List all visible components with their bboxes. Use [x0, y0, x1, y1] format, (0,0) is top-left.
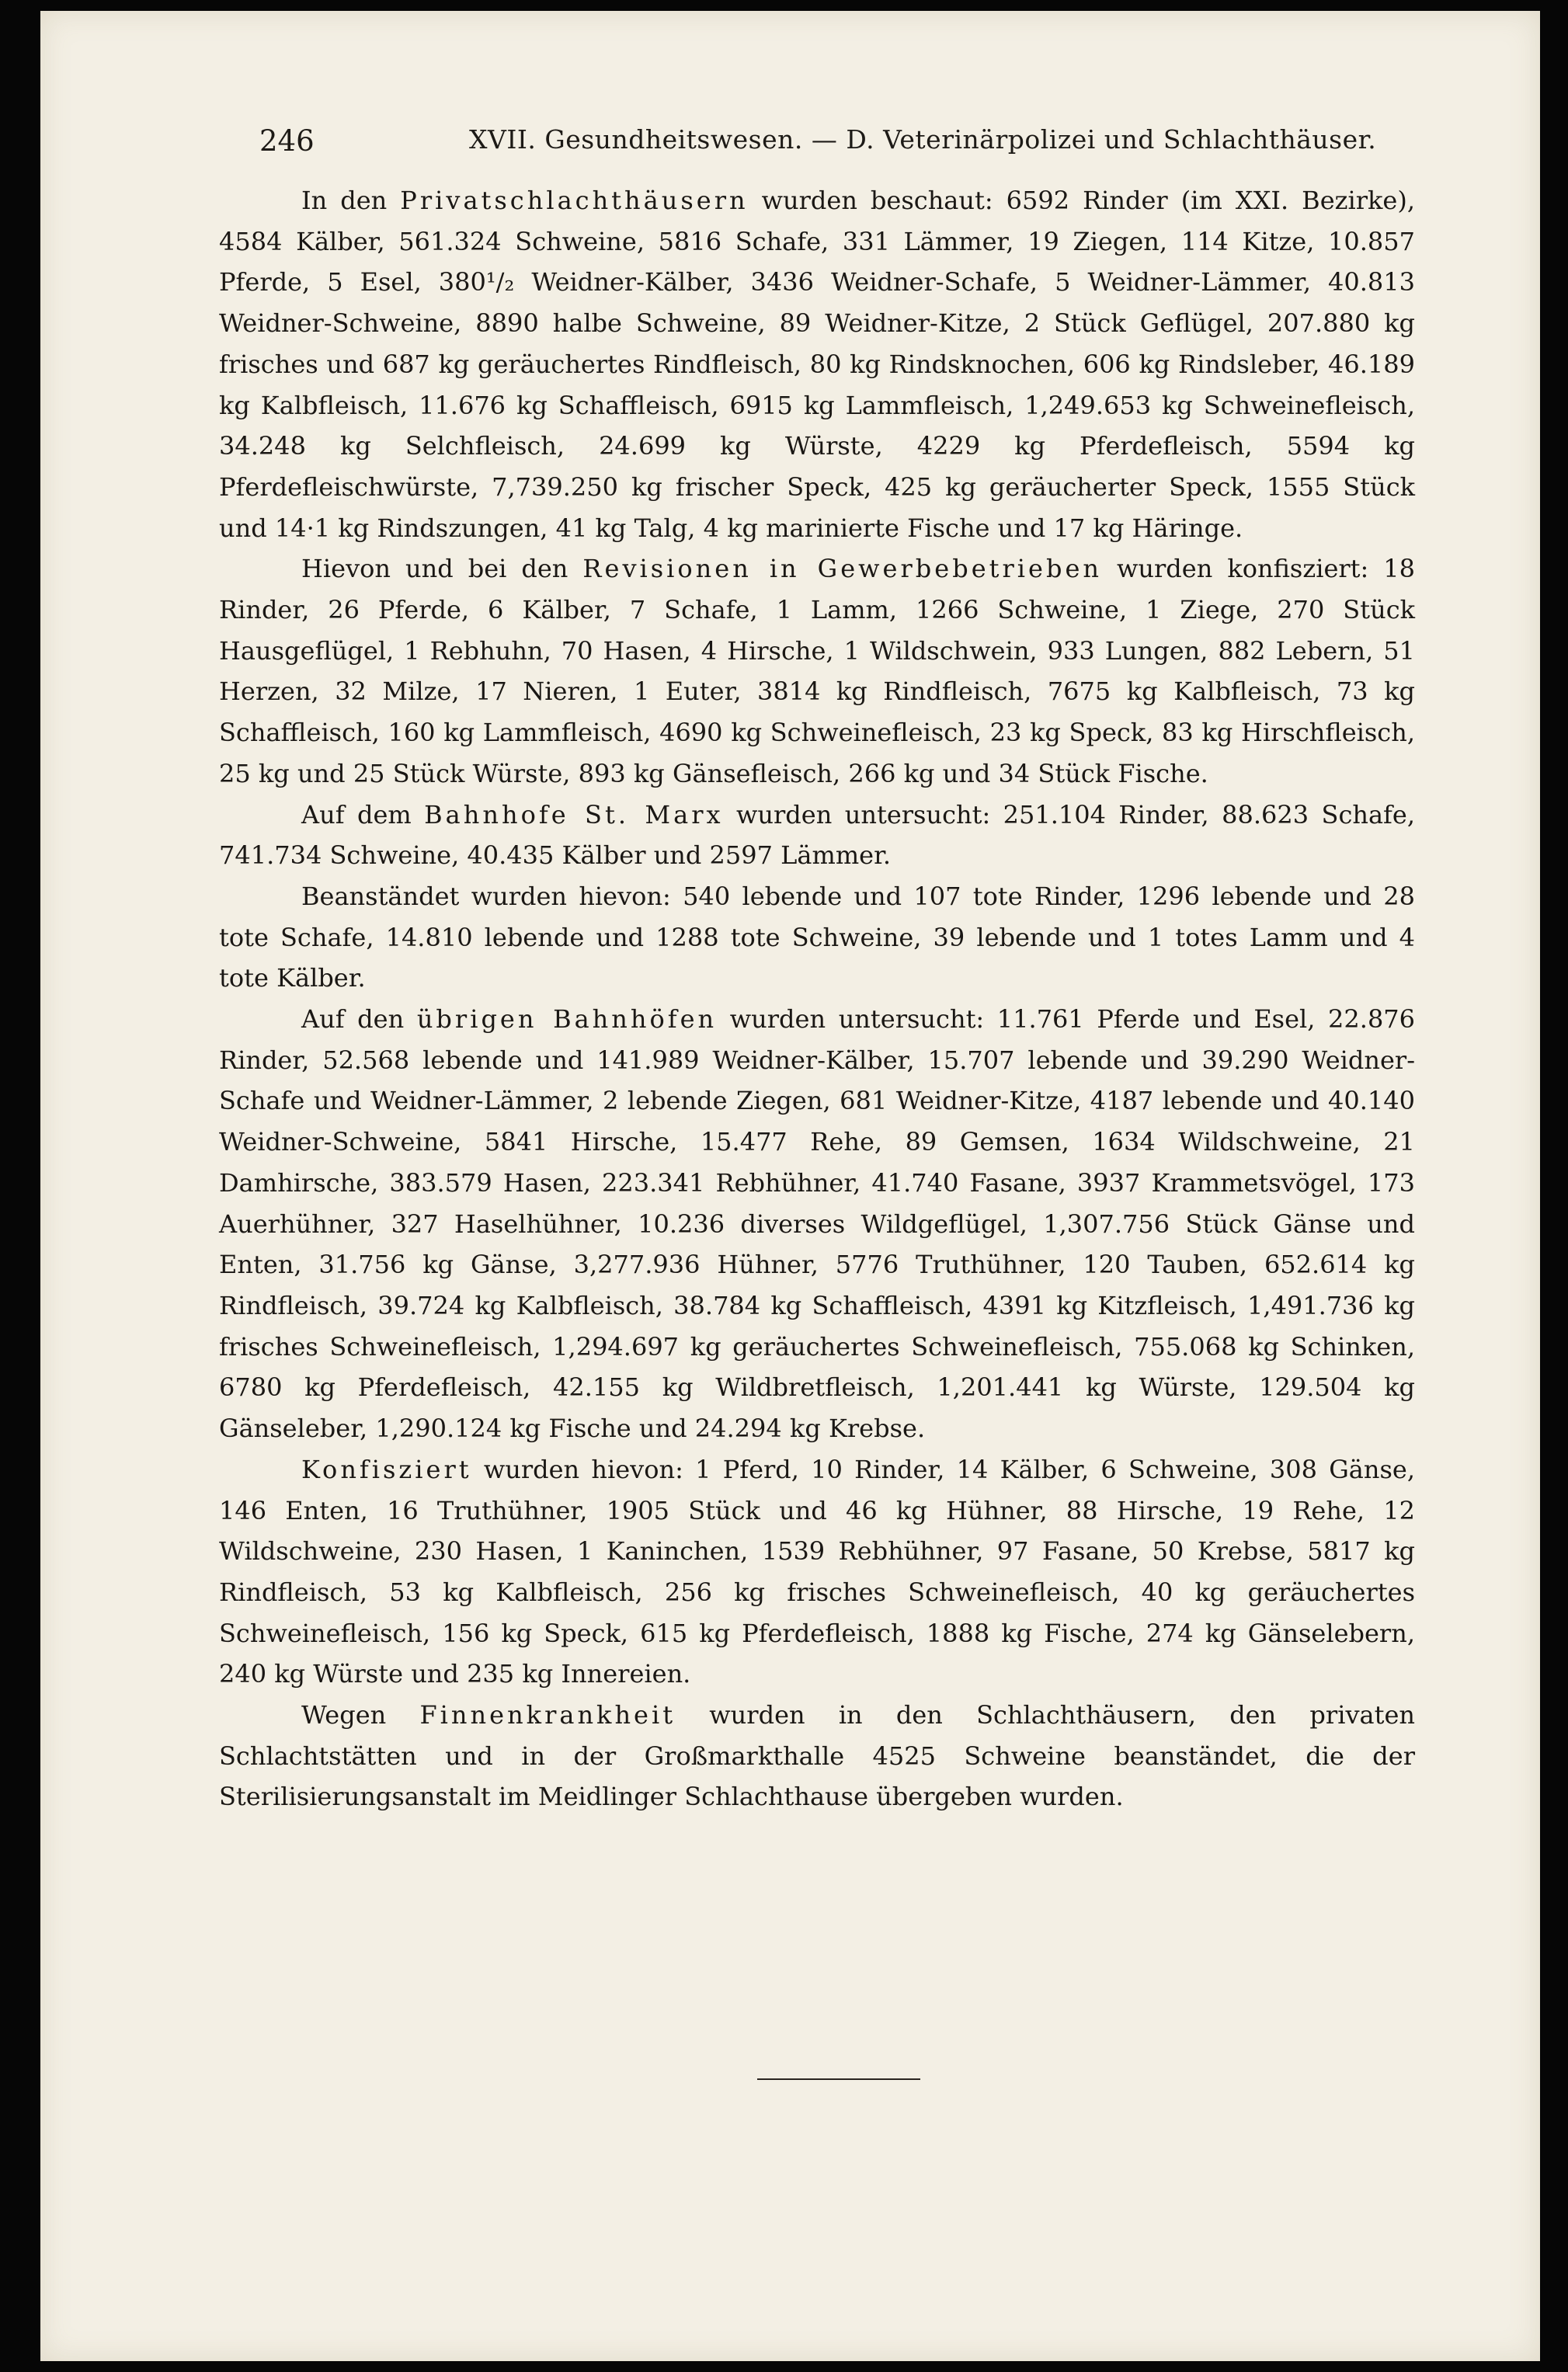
- paragraph-text: wurden untersucht: 11.761 Pferde und Esel, 22.876 Rinder, 52.568 lebende und 141.989 Weidner-Kälber, 15.707 lebende und 39.290 Weidner-Schafe und Weidner-Lämmer, 2 lebende Ziegen, 681 Weidner-Kitze, 4187 lebende und 40.140 Weidner-Schweine, 5841 Hirsche, 15.477 Rehe, 89 Gemsen, 1634 Wildschweine, 21 Damhirsche, 383.579 Hasen, 223.341 Rebhühner, 41.740 Fasane, 3937 Krammetsvögel, 173 Auerhühner, 327 Haselhühner, 10.236 diverses Wildgeflügel, 1,307.756 Stück Gänse und Enten, 31.756 kg Gänse, 3,277.936 Hühner, 5776 Truthühner, 120 Tauben, 652.614 kg Rindfleisch, 39.724 kg Kalbfleisch, 38.784 kg Schaffleisch, 4391 kg Kitzfleisch, 1,491.736 kg frisches Schweinefleisch, 1,294.697 kg geräuchertes Schweinefleisch, 755.068 kg Schinken, 6780 kg Pferdefleisch, 42.155 kg Wildbretfleisch, 1,201.441 kg Würste, 129.504 kg Gänseleber, 1,290.124 kg Fische und 24.294 kg Krebse.: [219, 1004, 1416, 1444]
- paragraph-text: wurden konfisziert: 18 Rinder, 26 Pferde, 6 Kälber, 7 Schafe, 1 Lamm, 1266 Schweine, 1 Ziege, 270 Stück Hausgeflügel, 1 Rebhuhn, 70 Hasen, 4 Hirsche, 1 Wildschwein, 933 Lungen, 882 Lebern, 51 Herzen, 32 Milze, 17 Nieren, 1 Euter, 3814 kg Rindfleisch, 7675 kg Kalbfleisch, 73 kg Schaffleisch, 160 kg Lammfleisch, 4690 kg Schweinefleisch, 23 kg Speck, 83 kg Hirschfleisch, 25 kg und 25 Stück Würste, 893 kg Gänsefleisch, 266 kg und 34 Stück Fische.: [219, 554, 1416, 788]
- paragraph-emphasis: Privatschlachthäusern: [400, 186, 749, 215]
- paragraph-text: wurden in den Schlachthäusern, den privaten Schlachtstätten und in der Großmarkthalle 4525 Schweine beanständet, die der Sterilisierungsanstalt im Meidlinger Schlachthause übergeben wurden.: [219, 1700, 1416, 1812]
- paragraph-finnenkrankheit: [219, 1695, 1415, 1817]
- paragraph-emphasis: Finnenkrankheit: [419, 1700, 676, 1730]
- paragraph-lead: Wegen: [301, 1700, 420, 1730]
- paragraph-text: wurden beschaut: 6592 Rinder (im XXI. Bezirke), 4584 Kälber, 561.324 Schweine, 5816 Schafe, 331 Lämmer, 19 Ziegen, 114 Kitze, 10.857 Pferde, 5 Esel, 380¹/₂ Weidner-Kälber, 3436 Weidner-Schafe, 5 Weidner-Lämmer, 40.813 Weidner-Schweine, 8890 halbe Schweine, 89 Weidner-Kitze, 2 Stück Geflügel, 207.880 kg frisches und 687 kg geräuchertes Rindfleisch, 80 kg Rindsknochen, 606 kg Rindsleber, 46.189 kg Kalbfleisch, 11.676 kg Schaffleisch, 6915 kg Lammfleisch, 1,249.653 kg Schweinefleisch, 34.248 kg Selchfleisch, 24.699 kg Würste, 4229 kg Pferdefleisch, 5594 kg Pferdefleischwürste, 7,739.250 kg frischer Speck, 425 kg geräucherter Speck, 1555 Stück und 14·1 kg Rindszungen, 41 kg Talg, 4 kg marinierte Fische und 17 kg Häringe.: [219, 186, 1416, 543]
- paragraph-other-stations: [219, 999, 1415, 1449]
- paragraph-lead: Hievon und bei den: [301, 554, 583, 584]
- closing-rule: [757, 2078, 920, 2080]
- paragraph-emphasis: Revisionen in Gewerbebetrieben: [582, 554, 1102, 584]
- body-text: [219, 180, 1415, 1817]
- paragraph-revisions-confiscated: [219, 548, 1415, 794]
- paragraph-emphasis: übrigen Bahnhöfen: [416, 1004, 718, 1035]
- paragraph-lead: Auf dem: [301, 799, 425, 830]
- paragraph-confiscated-other-stations: [219, 1449, 1415, 1695]
- paragraph-st-marx-station: [219, 795, 1415, 876]
- paragraph-lead: Beanständet wurden hievon: 540 lebende und 107 tote Rinder, 1296 lebende und 28 tote Schafe, 14.810 lebende und 1288 tote Schweine, 39 lebende und 1 totes Lamm und 4 tote Kälber.: [219, 881, 1415, 993]
- page-header: [259, 121, 1455, 168]
- running-head: XVII. Gesundheitswesen. — D. Veterinärpolizei und Schlachthäuser.: [469, 124, 1377, 155]
- paragraph-lead: Auf den: [301, 1004, 417, 1035]
- page-number: 246: [259, 124, 315, 158]
- paragraph-private-slaughterhouses: [219, 180, 1415, 548]
- paragraph-text: wurden untersucht: 251.104 Rinder, 88.623 Schafe, 741.734 Schweine, 40.435 Kälber und 2597 Lämmer.: [219, 799, 1416, 871]
- paragraph-lead: In den: [301, 186, 401, 215]
- paragraph-emphasis: Konfisziert: [301, 1454, 472, 1484]
- paragraph-text: wurden hievon: 1 Pferd, 10 Rinder, 14 Kälber, 6 Schweine, 308 Gänse, 146 Enten, 16 Truthühner, 1905 Stück und 46 kg Hühner, 88 Hirsche, 19 Rehe, 12 Wildschweine, 230 Hasen, 1 Kaninchen, 1539 Rebhühner, 97 Fasane, 50 Krebse, 5817 kg Rindfleisch, 53 kg Kalbfleisch, 256 kg frisches Schweinefleisch, 40 kg geräuchertes Schweinefleisch, 156 kg Speck, 615 kg Pferdefleisch, 1888 kg Fische, 274 kg Gänselebern, 240 kg Würste und 235 kg Innereien.: [219, 1454, 1415, 1689]
- paragraph-objected-st-marx: [219, 876, 1415, 999]
- paragraph-emphasis: Bahnhofe St. Marx: [424, 799, 724, 830]
